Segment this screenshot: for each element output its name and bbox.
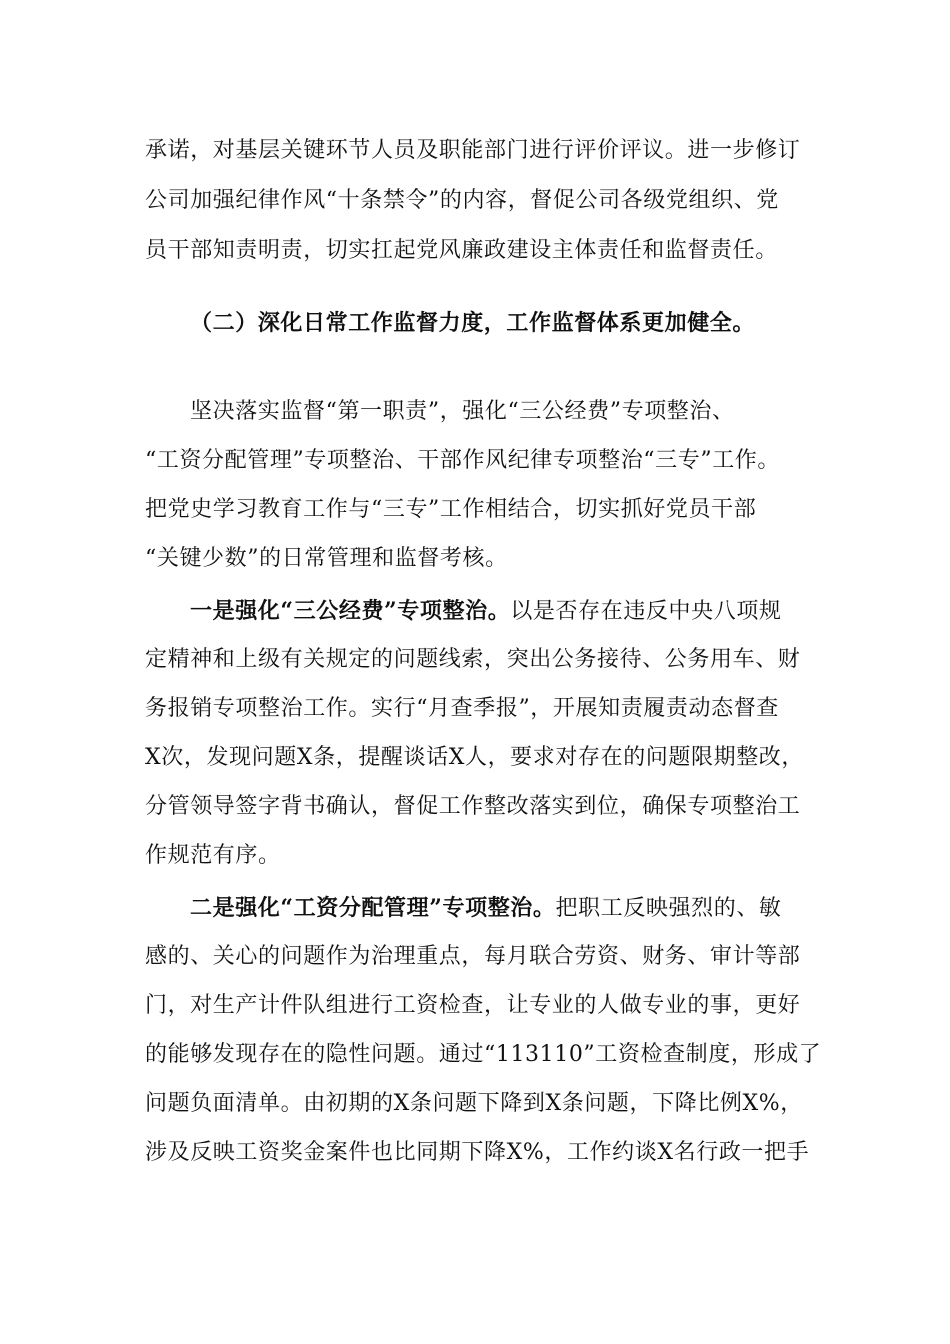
item-1-line-3: 务报销专项整治工作。实行“月查季报”，开展知责履责动态督查 (145, 696, 779, 721)
paragraph-1-line-1: 承诺，对基层关键环节人员及职能部门进行评价评议。进一步修订 (145, 138, 801, 163)
item-2-line-4: 的能够发现存在的隐性问题。通过“113110”工资检查制度，形成了 (145, 1042, 822, 1067)
item-1-line-6: 作规范有序。 (145, 843, 281, 868)
item-2-lead: 二是强化“工资分配管理”专项整治。 (190, 895, 556, 921)
item-1-line-1 (190, 596, 870, 627)
paragraph-2-line-1: 坚决落实监督“第一职责”，强化“三公经费”专项整治、 (190, 399, 735, 424)
item-1-lead: 一是强化“三公经费”专项整治。 (190, 598, 511, 624)
paragraph-2-line-4: “关键少数”的日常管理和监督考核。 (145, 546, 508, 571)
paragraph-2-line-2: “工资分配管理”专项整治、干部作风纪律专项整治“三专”工作。 (145, 448, 780, 473)
item-1-line-5: 分管领导签字背书确认，督促工作整改落实到位，确保专项整治工 (145, 794, 801, 819)
item-2-line-6: 涉及反映工资奖金案件也比同期下降X%，工作约谈X名行政一把手 (145, 1140, 810, 1165)
item-2-line-3: 门，对生产计件队组进行工资检查，让专业的人做专业的事，更好 (145, 993, 801, 1018)
item-1-line-2: 定精神和上级有关规定的问题线索，突出公务接待、公务用车、财 (145, 647, 801, 672)
item-2-line-2: 感的、关心的问题作为治理重点，每月联合劳资、财务、审计等部 (145, 944, 801, 969)
paragraph-1-line-2: 公司加强纪律作风“十条禁令”的内容，督促公司各级党组织、党 (145, 188, 779, 213)
item-2-line-1 (190, 893, 870, 924)
item-2-line-5: 问题负面清单。由初期的X条问题下降到X条问题，下降比例X%， (145, 1091, 803, 1116)
item-1-line-4: X次，发现问题X条，提醒谈话X人，要求对存在的问题限期整改， (145, 745, 804, 770)
section-heading: （二）深化日常工作监督力度，工作监督体系更加健全。 (190, 310, 756, 336)
paragraph-1-line-3: 员干部知责明责，切实扛起党风廉政建设主体责任和监督责任。 (145, 238, 778, 263)
item-2-first-line-rest: 把职工反映强烈的、敏 (555, 896, 782, 921)
paragraph-2-line-3: 把党史学习教育工作与“三专”工作相结合，切实抓好党员干部 (145, 497, 757, 522)
item-1-first-line-rest: 以是否存在违反中央八项规 (510, 599, 782, 624)
